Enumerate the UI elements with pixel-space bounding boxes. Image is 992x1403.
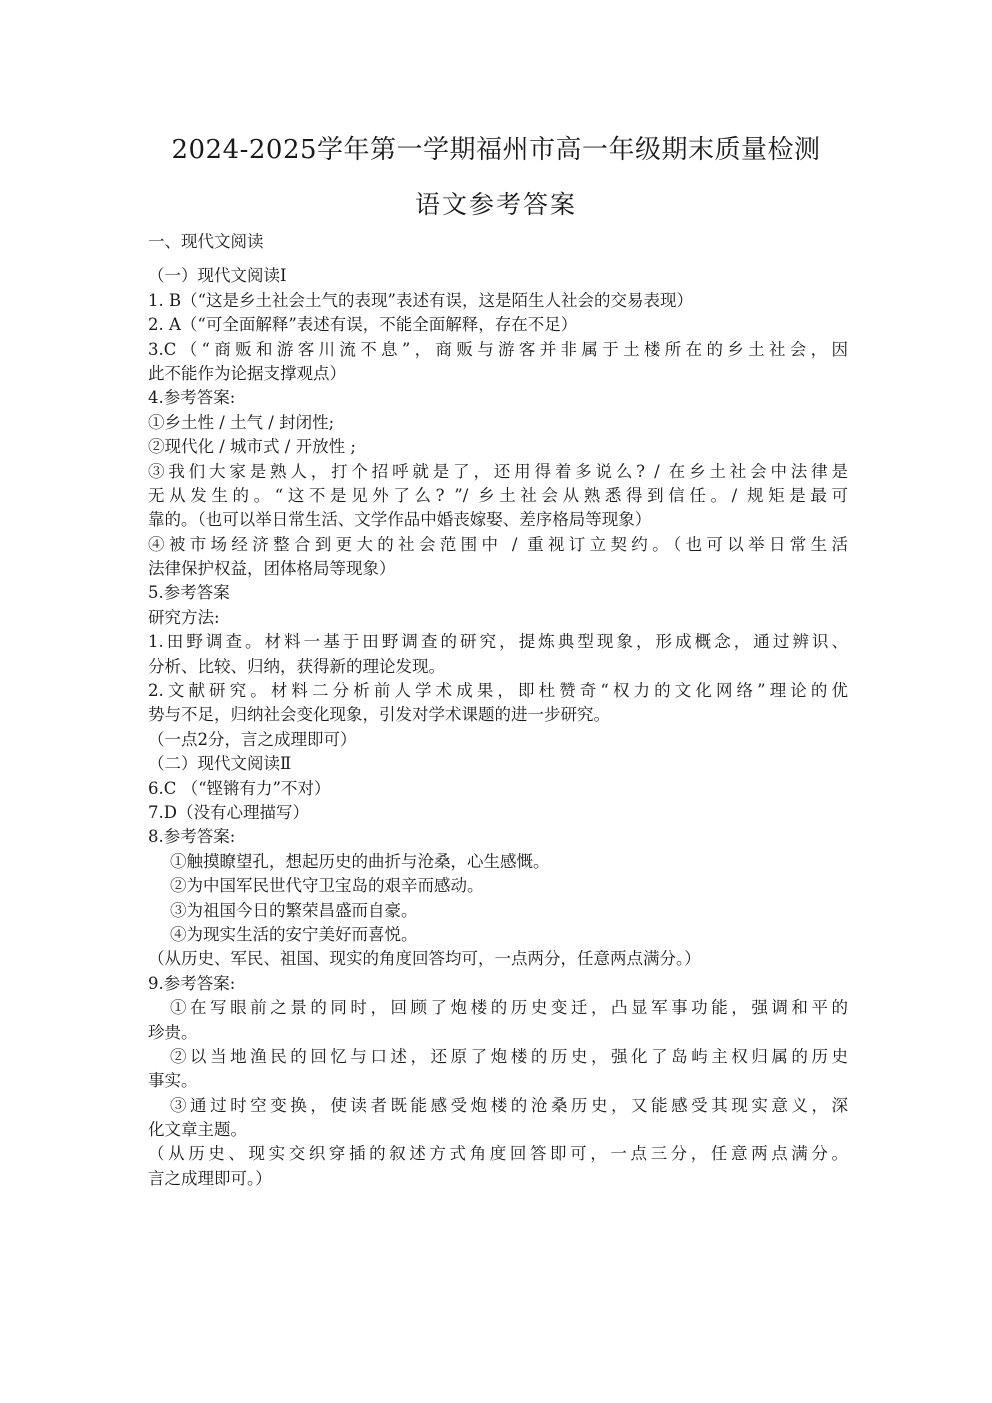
answer-line: 2. A（“可全面解释”表述有误，不能全面解释，存在不足） bbox=[148, 315, 578, 335]
answer-line: 2.文献研究。材料二分析前人学术成果，即杜赞奇“权力的文化网络”理论的优 bbox=[148, 681, 848, 701]
subsection-heading: （一）现代文阅读Ⅰ bbox=[148, 266, 287, 286]
answer-line: 3.C（“商贩和游客川流不息”，商贩与游客并非属于土楼所在的乡土社会，因 bbox=[148, 339, 848, 359]
answer-line: 无从发生的。“这不是见外了么? ”/ 乡土社会从熟悉得到信任。/ 规矩是最可 bbox=[148, 485, 848, 505]
document-subtitle: 语文参考答案 bbox=[414, 190, 577, 219]
answer-line: ②现代化 / 城市式 / 开放性 ; bbox=[148, 437, 356, 457]
answer-body bbox=[148, 230, 848, 1191]
answer-line: 分析、比较、归纳，获得新的理论发现。 bbox=[148, 656, 445, 676]
answer-line: ③为祖国今日的繁荣昌盛而自豪。 bbox=[170, 900, 418, 920]
subsection-heading: （二）现代文阅读Ⅱ bbox=[148, 754, 292, 774]
answer-line: 1. B（“这是乡土社会土气的表现”表述有误，这是陌生人社会的交易表现） bbox=[148, 290, 693, 310]
answer-line: 此不能作为论据支撑观点） bbox=[148, 363, 346, 383]
answer-line: （从历史、现实交织穿插的叙述方式角度回答即可，一点三分，任意两点满分。 bbox=[148, 1144, 848, 1164]
answer-line: 8.参考答案: bbox=[148, 827, 236, 847]
answer-line: ④为现实生活的安宁美好而喜悦。 bbox=[170, 924, 418, 944]
document-title: 2024-2025学年第一学期福州市高一年级期末质量检测 bbox=[171, 135, 821, 165]
answer-line: （一点2分，言之成理即可） bbox=[148, 729, 357, 749]
answer-line: 事实。 bbox=[148, 1071, 198, 1091]
answer-line: ④被市场经济整合到更大的社会范围中 / 重视订立契约。（也可以举日常生活 bbox=[148, 534, 848, 554]
answer-line: ①触摸瞭望孔，想起历史的曲折与沧桑，心生感慨。 bbox=[170, 851, 550, 871]
answer-line: ③通过时空变换，使读者既能感受炮楼的沧桑历史，又能感受其现实意义，深 bbox=[170, 1095, 848, 1115]
answer-line: 化文章主题。 bbox=[148, 1120, 247, 1140]
answer-line: 靠的。（也可以举日常生活、文学作品中婚丧嫁娶、差序格局等现象） bbox=[148, 510, 652, 530]
answer-line: ③我们大家是熟人，打个招呼就是了，还用得着多说么? / 在乡土社会中法律是 bbox=[148, 461, 848, 481]
answer-line: 6.C （“铿锵有力”不对） bbox=[148, 778, 331, 798]
answer-line: ①乡土性 / 土气 / 封闭性; bbox=[148, 412, 335, 432]
answer-line: 势与不足，归纳社会变化现象，引发对学术课题的进一步研究。 bbox=[148, 705, 610, 725]
answer-line: 9.参考答案: bbox=[148, 973, 236, 993]
answer-line: 7.D（没有心理描写） bbox=[148, 802, 309, 822]
answer-line: ②以当地渔民的回忆与口述，还原了炮楼的历史，强化了岛屿主权归属的历史 bbox=[170, 1046, 848, 1066]
answer-line: ②为中国军民世代守卫宝岛的艰辛而感动。 bbox=[170, 876, 484, 896]
answer-line: 法律保护权益，团体格局等现象） bbox=[148, 559, 396, 579]
section-heading: 一、现代文阅读 bbox=[148, 232, 264, 251]
answer-line: 4.参考答案: bbox=[148, 388, 236, 408]
answer-line: ①在写眼前之景的同时，回顾了炮楼的历史变迁，凸显军事功能，强调和平的 bbox=[170, 998, 848, 1018]
answer-line: 珍贵。 bbox=[148, 1022, 198, 1042]
answer-line: 1.田野调查。材料一基于田野调查的研究，提炼典型现象，形成概念，通过辨识、 bbox=[148, 632, 848, 652]
answer-line: 5.参考答案 bbox=[148, 583, 230, 603]
answer-line: （从历史、军民、祖国、现实的角度回答均可，一点两分，任意两点满分。） bbox=[148, 949, 701, 969]
answer-line: 言之成理即可。） bbox=[148, 1168, 272, 1188]
answer-line: 研究方法: bbox=[148, 607, 220, 627]
